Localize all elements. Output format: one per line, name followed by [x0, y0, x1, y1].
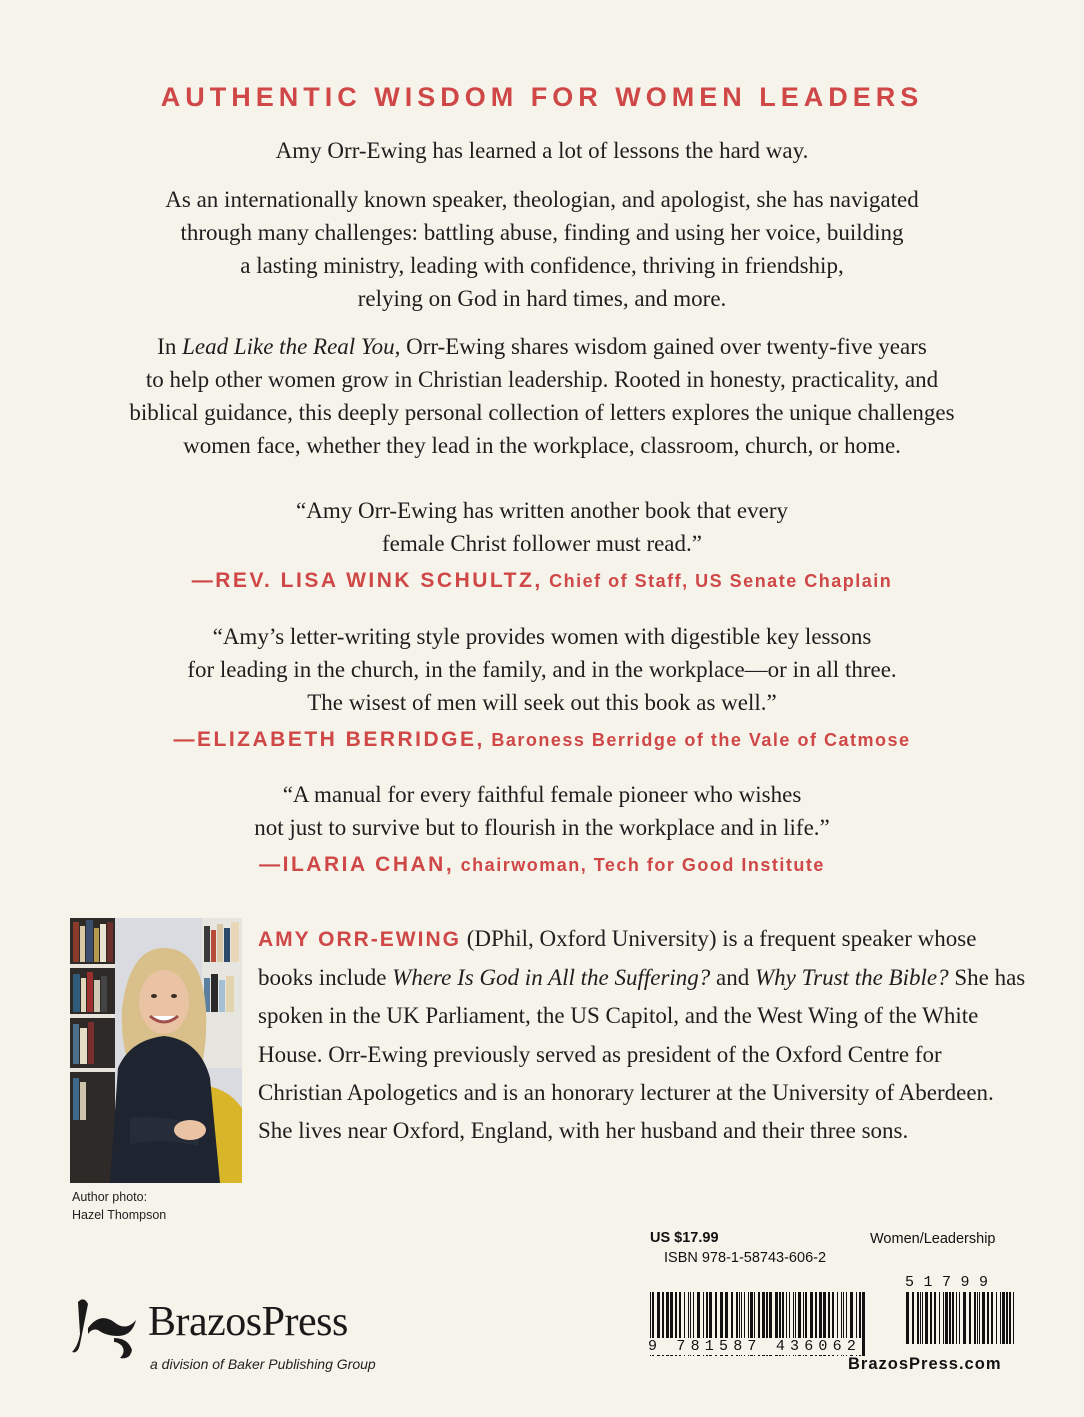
barcode-bar [977, 1292, 978, 1344]
intro-p3-line [40, 330, 1044, 363]
barcode-bar [939, 1292, 940, 1344]
barcode-bar [912, 1292, 914, 1344]
bio-text: She has spoken in the UK Parliament, the US Capitol, and the West Wing of the White House. Orr-Ewing previously served as president of the Oxford Centre for Christian Apologetics and is an honorary lecturer at the University of Aberdeen. She lives near Oxford, England, with her husband and their three sons. [258, 965, 1026, 1144]
author-photo [70, 918, 242, 1183]
photo-credit-line: Hazel Thompson [72, 1208, 167, 1222]
barcode-bar [945, 1292, 948, 1344]
endorsement-quote [40, 778, 1044, 844]
book-title: Where Is God in All the Suffering? [392, 965, 711, 991]
barcode-bar [991, 1292, 993, 1344]
endorser-role: chairwoman, Tech for Good Institute [454, 855, 825, 875]
category: Women/Leadership [870, 1231, 996, 1247]
intro-p2-line: a lasting ministry, leading with confidence, thriving in friendship, [240, 253, 844, 278]
intro-p3-prefix: In [157, 334, 183, 359]
barcode-bar [959, 1292, 960, 1344]
endorsement-attribution [40, 728, 1044, 752]
barcode-addon [904, 1292, 1018, 1344]
headline: AUTHENTIC WISDOM FOR WOMEN LEADERS [160, 82, 924, 112]
quote-line: The wisest of men will seek out this book as well.” [307, 690, 777, 715]
publisher-logo [70, 1290, 430, 1380]
price: US $17.99 [650, 1230, 719, 1246]
endorsement-quote [40, 620, 1044, 719]
barcode-bar [1006, 1292, 1008, 1344]
brazos-wave-icon [70, 1294, 144, 1364]
barcode-bar [987, 1292, 989, 1344]
intro-p3-line: women face, whether they lead in the workplace, classroom, church, or home. [183, 433, 901, 458]
bio-text: and [710, 965, 756, 991]
intro-paragraph-1: Amy Orr-Ewing has learned a lot of lessons the hard way. [275, 138, 809, 163]
barcode-bar [979, 1292, 980, 1344]
barcode-bar [862, 1292, 865, 1356]
barcode-bar [974, 1292, 976, 1344]
quote-line: “Amy Orr-Ewing has written another book that every [296, 498, 788, 523]
publisher-tagline: a division of Baker Publishing Group [150, 1356, 376, 1372]
intro-paragraph-3 [40, 330, 1044, 462]
intro-paragraph-2 [40, 183, 1044, 315]
quote-line: for leading in the church, in the family, and in the workplace—or in all three. [187, 657, 897, 682]
endorser-name: —ELIZABETH BERRIDGE, [173, 728, 485, 751]
book-title: Lead Like the Real You [182, 334, 395, 359]
barcode-bar [1013, 1292, 1014, 1344]
intro-p2-line: through many challenges: battling abuse, finding and using her voice, building [180, 220, 904, 245]
intro-p2-line: As an internationally known speaker, theologian, and apologist, she has navigated [165, 187, 919, 212]
barcode-bar [920, 1292, 921, 1344]
endorser-name: —ILARIA CHAN, [259, 853, 455, 876]
barcode-bar [969, 1292, 971, 1344]
barcode-bar [949, 1292, 951, 1344]
endorsement-attribution [40, 569, 1044, 593]
ean-digits: 9 781587 436062 [648, 1338, 862, 1355]
barcode-bar [934, 1292, 936, 1344]
barcode-bar [952, 1292, 954, 1344]
barcode-bar [922, 1292, 923, 1344]
author-name: AMY ORR-EWING [258, 928, 461, 951]
intro-p3-line: to help other women grow in Christian leadership. Rooted in honesty, practicality, and [145, 367, 939, 392]
endorser-name: —REV. LISA WINK SCHULTZ, [191, 569, 543, 592]
author-photo-image [70, 918, 242, 1183]
publisher-name: BrazosPress [148, 1299, 348, 1345]
endorser-role: Chief of Staff, US Senate Chaplain [542, 571, 893, 591]
intro-p3-line: biblical guidance, this deeply personal collection of letters explores the unique challenges [129, 400, 955, 425]
addon-digits: 51799 [905, 1274, 998, 1291]
barcode-bar [906, 1292, 909, 1344]
isbn: ISBN 978-1-58743-606-2 [664, 1250, 827, 1266]
barcode-bar [1000, 1292, 1001, 1344]
quote-line: female Christ follower must read.” [382, 531, 702, 556]
barcode-bar [1002, 1292, 1005, 1344]
barcode-bar [925, 1292, 928, 1344]
quote-line: not just to survive but to flourish in the workplace and in life.” [254, 815, 830, 840]
quote-line: “Amy’s letter-writing style provides women with digestible key lessons [212, 624, 872, 649]
intro-p2-line: relying on God in hard times, and more. [357, 286, 727, 311]
barcode-bar [956, 1292, 957, 1344]
photo-credit [72, 1188, 166, 1224]
barcode-bar [917, 1292, 919, 1344]
barcode-bar [943, 1292, 944, 1344]
book-title: Why Trust the Bible? [755, 965, 949, 991]
intro-p3-rest: , Orr-Ewing shares wisdom gained over twenty-five years [394, 334, 927, 359]
endorsement-quote [40, 494, 1044, 560]
barcode-bar [1009, 1292, 1011, 1344]
barcode-bar [982, 1292, 985, 1344]
publisher-website: BrazosPress.com [848, 1355, 1002, 1373]
barcode-bar [930, 1292, 932, 1344]
barcode-bar [963, 1292, 966, 1344]
photo-credit-line: Author photo: [72, 1190, 148, 1204]
endorsement-attribution [40, 853, 1044, 877]
author-bio [258, 920, 1028, 1150]
quote-line: “A manual for every faithful female pioneer who wishes [282, 782, 802, 807]
endorser-role: Baroness Berridge of the Vale of Catmose [484, 730, 911, 750]
barcode-bar [996, 1292, 997, 1344]
bio-text: (DPhil, Oxford University) is a frequent speaker whose books include [258, 926, 977, 991]
